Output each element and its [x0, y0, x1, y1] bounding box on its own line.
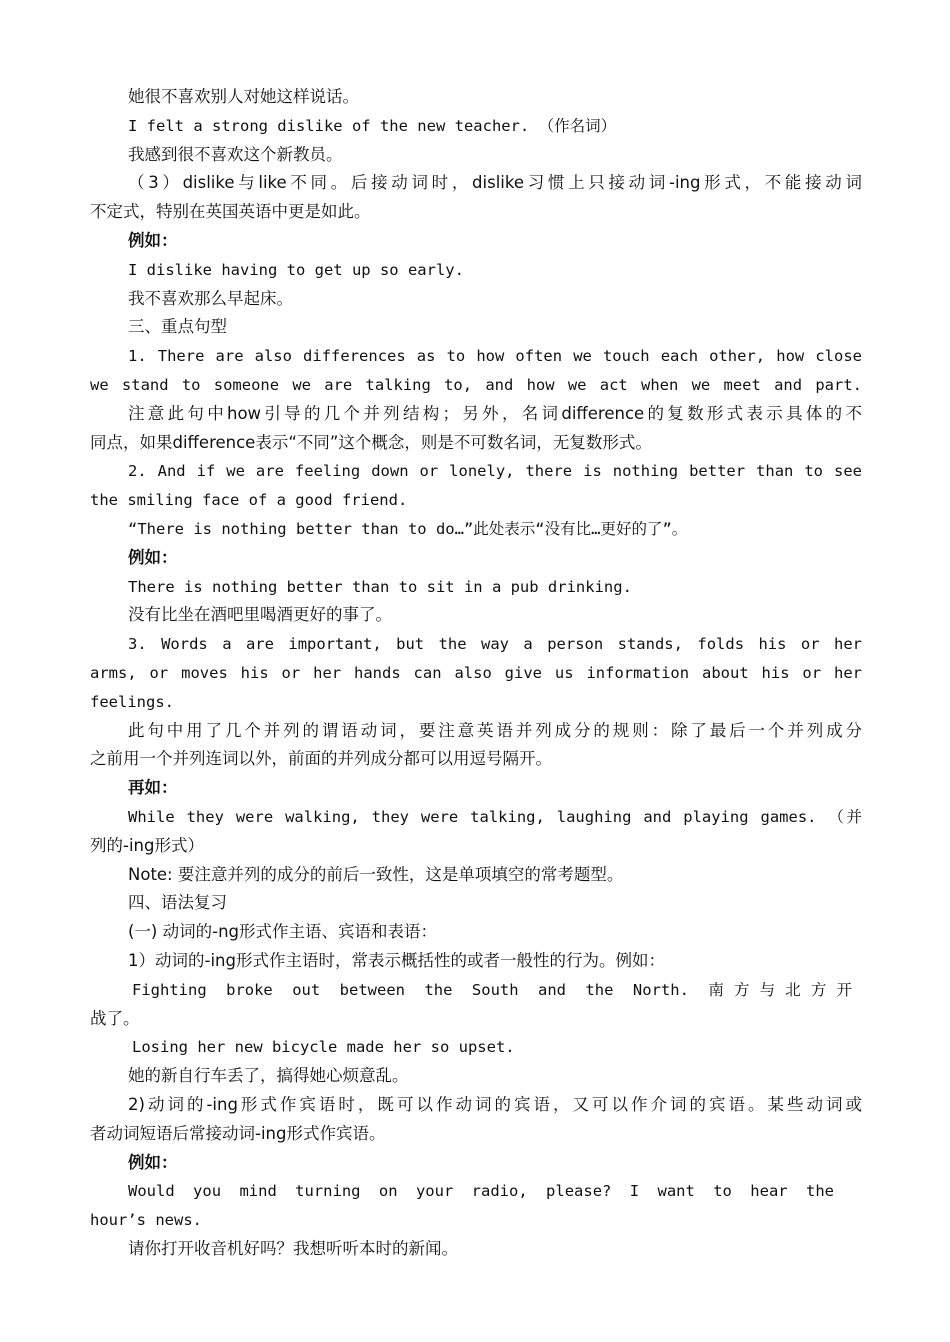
section-heading: 四、语法复习	[128, 893, 227, 912]
text-line: feelings.	[90, 693, 174, 711]
text-line: we stand to someone we are talking to, and how we act when we meet and part.	[90, 376, 862, 394]
section-heading: 三、重点句型	[128, 317, 227, 336]
example-label: 例如：	[128, 231, 178, 250]
text-line: 之前用一个并列连词以外，前面的并列成分都可以用逗号隔开。	[90, 749, 552, 768]
text-line: the smiling face of a good friend.	[90, 491, 408, 509]
text-line: I dislike having to get up so early.	[128, 261, 464, 279]
text-line: Fighting broke out between the South and the North. 南方与北方开	[132, 981, 852, 999]
text-line: 我不喜欢那么早起床。	[128, 289, 293, 308]
text-line: 同点，如果difference表示“不同”这个概念，则是不可数名词，无复数形式。	[90, 433, 652, 452]
text-line: 3. Words a are important, but the way a person stands, folds his or her	[128, 635, 862, 653]
text-line: There is nothing better than to sit in a pub drinking.	[128, 578, 632, 596]
text-line: 我感到很不喜欢这个新教员。	[128, 145, 343, 164]
text-line: 战了。	[90, 1009, 140, 1028]
subsection-heading: (一) 动词的-ng形式作主语、宾语和表语：	[128, 922, 438, 941]
text-line: 1. There are also differences as to how often we touch each other, how close	[128, 347, 862, 365]
text-line: Note: 要注意并列的成分的前后一致性，这是单项填空的常考题型。	[128, 865, 624, 884]
text-line: 没有比坐在酒吧里喝酒更好的事了。	[128, 605, 392, 624]
text-line: 1）动词的-ing形式作主语时，常表示概括性的或者一般性的行为。例如：	[128, 951, 665, 970]
text-line: “There is nothing better than to do…”此处表示“没有比…更好的了”。	[128, 520, 688, 538]
text-line: 不定式，特别在英国英语中更是如此。	[90, 202, 371, 221]
text-line: 2. And if we are feeling down or lonely, there is nothing better than to see	[128, 462, 862, 480]
example-label: 再如：	[128, 778, 178, 797]
text-line: arms, or moves his or her hands can also give us information about his or her	[90, 664, 862, 682]
text-line: 此句中用了几个并列的谓语动词，要注意英语并列成分的规则：除了最后一个并列成分	[128, 721, 862, 740]
text-line: Losing her new bicycle made her so upset.	[132, 1038, 515, 1056]
text-line: （3）dislike与like不同。后接动词时，dislike习惯上只接动词-ing形式，不能接动词	[128, 173, 862, 192]
example-label: 例如：	[128, 548, 178, 567]
text-line: I felt a strong dislike of the new teacher. （作名词）	[128, 117, 617, 135]
text-line: hour’s news.	[90, 1211, 202, 1229]
text-line: While they were walking, they were talking, laughing and playing games. （并	[128, 808, 862, 826]
text-line: 请你打开收音机好吗？我想听听本时的新闻。	[128, 1239, 458, 1258]
example-label: 例如：	[128, 1153, 178, 1172]
text-line: 列的-ing形式）	[90, 836, 204, 855]
text-line: 2)动词的-ing形式作宾语时，既可以作动词的宾语，又可以作介词的宾语。某些动词或	[128, 1095, 862, 1114]
text-line: Would you mind turning on your radio, please? I want to hear the	[128, 1182, 834, 1200]
text-line: 她很不喜欢别人对她这样说话。	[128, 87, 359, 106]
text-line: 注意此句中how引导的几个并列结构；另外，名词difference的复数形式表示具体的不	[128, 404, 862, 423]
text-line: 者动词短语后常接动词-ing形式作宾语。	[90, 1124, 386, 1143]
text-line: 她的新自行车丢了，搞得她心烦意乱。	[128, 1066, 409, 1085]
